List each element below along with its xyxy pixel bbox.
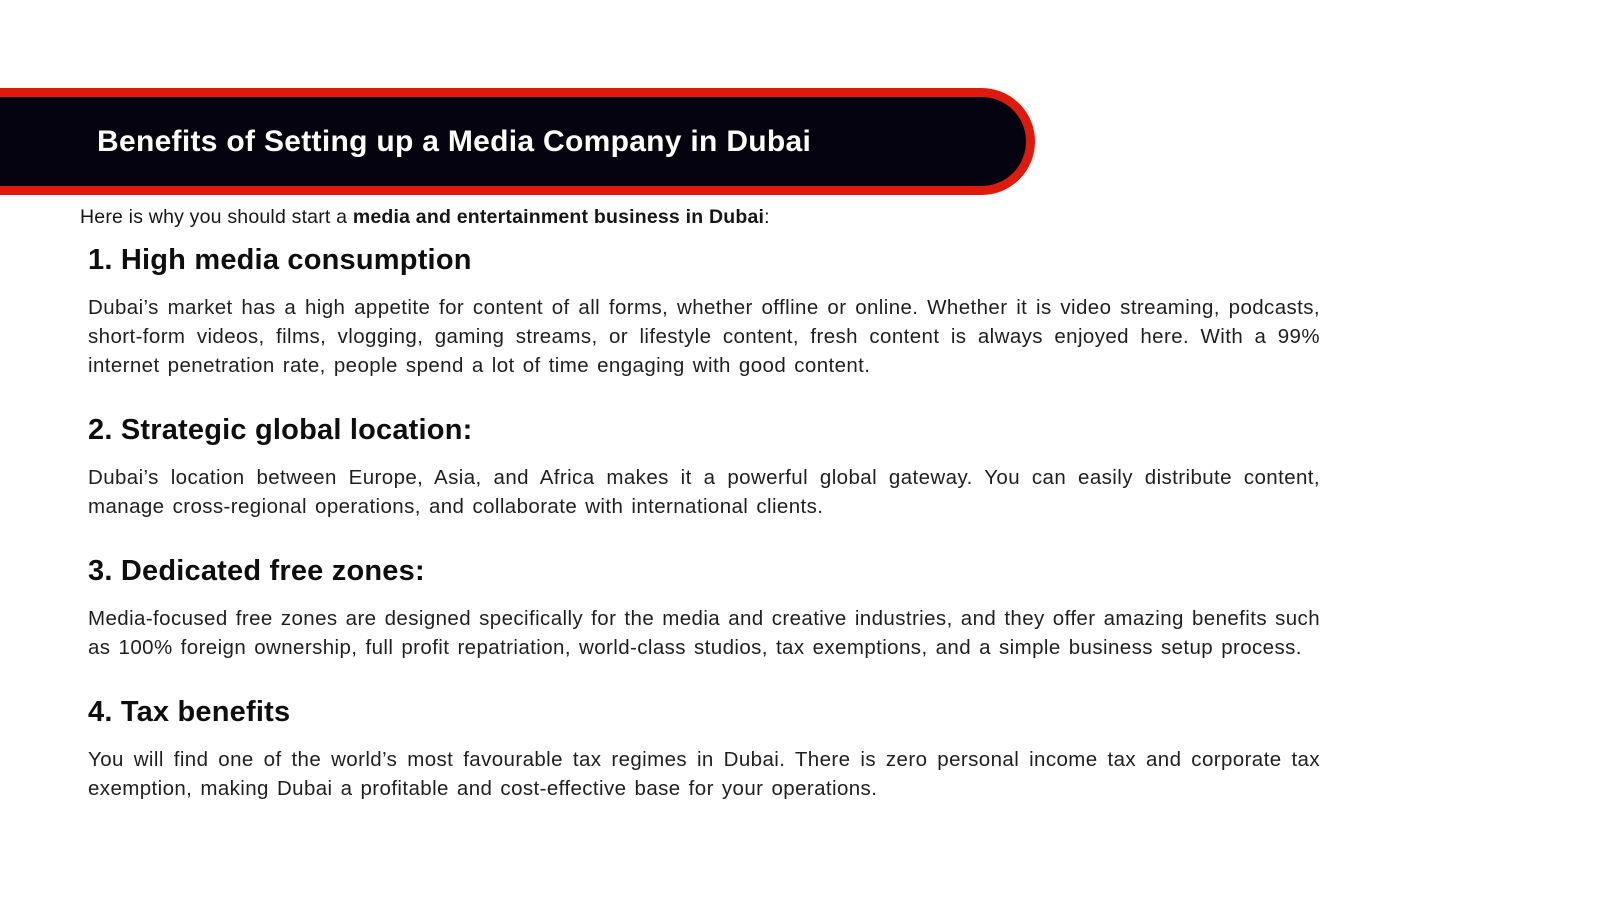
section-body: Media-focused free zones are designed specifically for the media and creative industries, and they offer amazing benefits such as 100% foreign ownership, full profit repatriation, world-class studios, tax exemptions, and a simple business setup process. [88,607,1320,659]
intro-bold: media and entertainment business in Dubai [352,206,765,228]
intro-prefix: Here is why you should start a [80,206,353,228]
intro-text [80,206,1332,229]
intro-suffix: : [764,206,770,228]
section-heading: 4. Tax benefits [88,696,291,728]
section-body: You will find one of the world’s most favourable tax regimes in Dubai. There is zero personal income tax and corporate tax exemption, making Dubai a profitable and cost-effective base for your operations. [88,748,1320,800]
content-area [80,195,1332,803]
section-heading: 1. High media consumption [88,244,472,276]
banner [0,88,1035,195]
sections [88,242,1320,803]
benefit-section [88,242,1320,380]
section-body: Dubai’s market has a high appetite for content of all forms, whether offline or online. Whether it is video streaming, podcasts, short-form videos, films, vlogging, gaming streams, or lifestyle content, fresh content is always enjoyed here. With a 99% internet penetration rate, people spend a lot of time engaging with good content. [88,296,1320,377]
section-body: Dubai’s location between Europe, Asia, and Africa makes it a powerful global gateway. You can easily distribute content, manage cross-regional operations, and collaborate with international clients. [88,466,1320,518]
benefit-section [88,553,1320,662]
benefit-section [88,694,1320,803]
banner-title: Benefits of Setting up a Media Company in Dubai [97,124,812,158]
benefit-section [88,412,1320,521]
section-heading: 3. Dedicated free zones: [88,555,425,587]
section-heading: 2. Strategic global location: [88,414,473,446]
